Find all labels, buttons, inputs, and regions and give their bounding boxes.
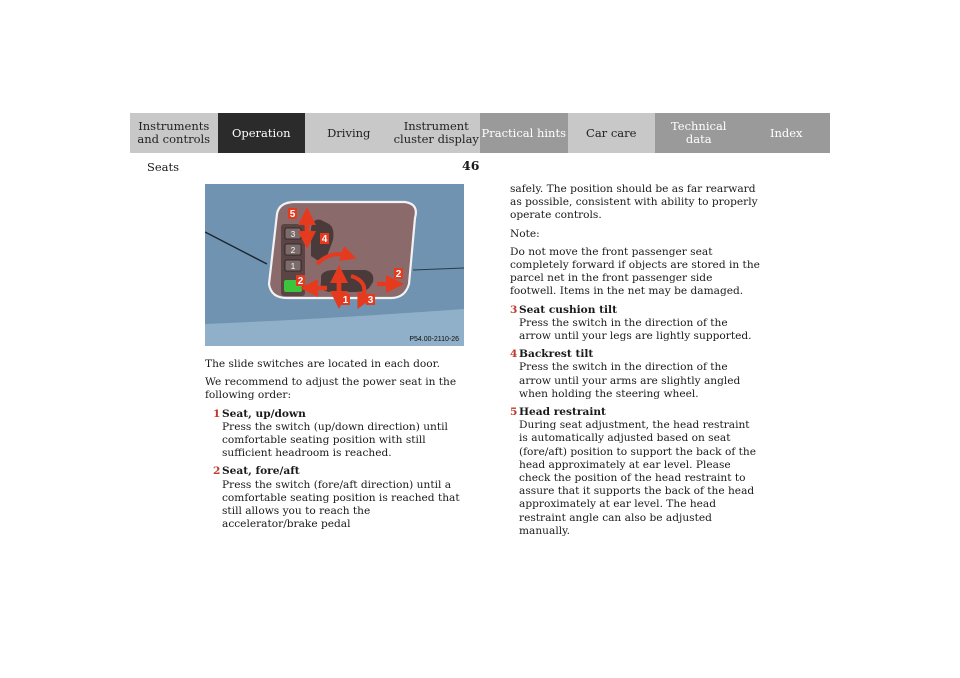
section-title: Seats xyxy=(147,160,180,174)
list-item xyxy=(510,348,760,401)
item-body: Press the switch (up/down direction) until comfortable seating position with still sufficient headroom is reached. xyxy=(222,420,448,460)
list-item xyxy=(510,406,760,538)
figure-code: P54.00-2110-26 xyxy=(409,336,459,343)
note-text: Do not move the front passenger seat completely forward if objects are stored in the parcel net in the front passenger side footwell. Items in the net may be damaged. xyxy=(510,245,760,298)
intro-text: The slide switches are located in each door. xyxy=(205,358,440,370)
tab-instruments-and-controls[interactable]: Instruments and controls xyxy=(130,113,218,153)
callout-2-left: 2 xyxy=(297,276,304,287)
item-number: 4 xyxy=(510,348,518,361)
item-number: 2 xyxy=(213,465,221,478)
list-item xyxy=(205,408,467,461)
continued-text: safely. The position should be as far rearward as possible, consistent with ability to properly operate controls. xyxy=(510,183,758,222)
callout-5: 5 xyxy=(289,209,296,220)
page-number: 46 xyxy=(462,158,480,173)
item-heading: Seat, up/down xyxy=(222,407,306,420)
left-column xyxy=(205,358,467,536)
tab-index[interactable]: Index xyxy=(743,113,831,153)
chapter-tabs xyxy=(130,113,830,153)
seat-switch-illustration xyxy=(205,184,464,346)
tab-instrument-cluster-display[interactable]: Instrument cluster display xyxy=(393,113,481,153)
tab-operation[interactable]: Operation xyxy=(218,113,306,153)
list-item xyxy=(205,465,467,531)
item-number: 5 xyxy=(510,406,518,419)
memory-key-1-label: 1 xyxy=(290,262,296,271)
right-column xyxy=(510,183,760,543)
item-number: 3 xyxy=(510,303,518,316)
item-number: 1 xyxy=(213,407,221,420)
item-heading: Backrest tilt xyxy=(519,348,594,361)
item-body: Press the switch in the direction of the arrow until your legs are lightly supported. xyxy=(519,316,752,343)
recommendation-text: We recommend to adjust the power seat in the following order: xyxy=(205,376,457,402)
note-label: Note: xyxy=(510,227,540,240)
item-heading: Head restraint xyxy=(519,406,606,419)
list-item xyxy=(510,304,760,344)
item-heading: Seat, fore/aft xyxy=(222,465,300,478)
tab-practical-hints[interactable]: Practical hints xyxy=(480,113,568,153)
item-heading: Seat cushion tilt xyxy=(519,303,617,316)
callout-3: 3 xyxy=(367,295,374,306)
tab-car-care[interactable]: Car care xyxy=(568,113,656,153)
tab-driving[interactable]: Driving xyxy=(305,113,393,153)
tab-technical-data[interactable]: Technical data xyxy=(655,113,743,153)
callout-4: 4 xyxy=(321,234,328,245)
memory-key-2-label: 2 xyxy=(290,246,296,255)
item-body: During seat adjustment, the head restraint is automatically adjusted based on seat (fore/aft) position to support the back of the head approximately at ear level. Please check the position of the head restraint to assure that it supports the back of the head approximately at ear level. The head restraint angle can also be adjusted manually. xyxy=(519,419,756,537)
callout-1: 1 xyxy=(342,295,349,306)
item-body: Press the switch (fore/aft direction) until a comfortable seating position is reached that still allows you to reach the accelerator/brake pedal xyxy=(222,478,460,531)
memory-key-3-label: 3 xyxy=(290,230,296,239)
item-body: Press the switch in the direction of the arrow until your arms are slightly angled when holding the steering wheel. xyxy=(519,361,741,400)
callout-2-right: 2 xyxy=(395,269,402,280)
